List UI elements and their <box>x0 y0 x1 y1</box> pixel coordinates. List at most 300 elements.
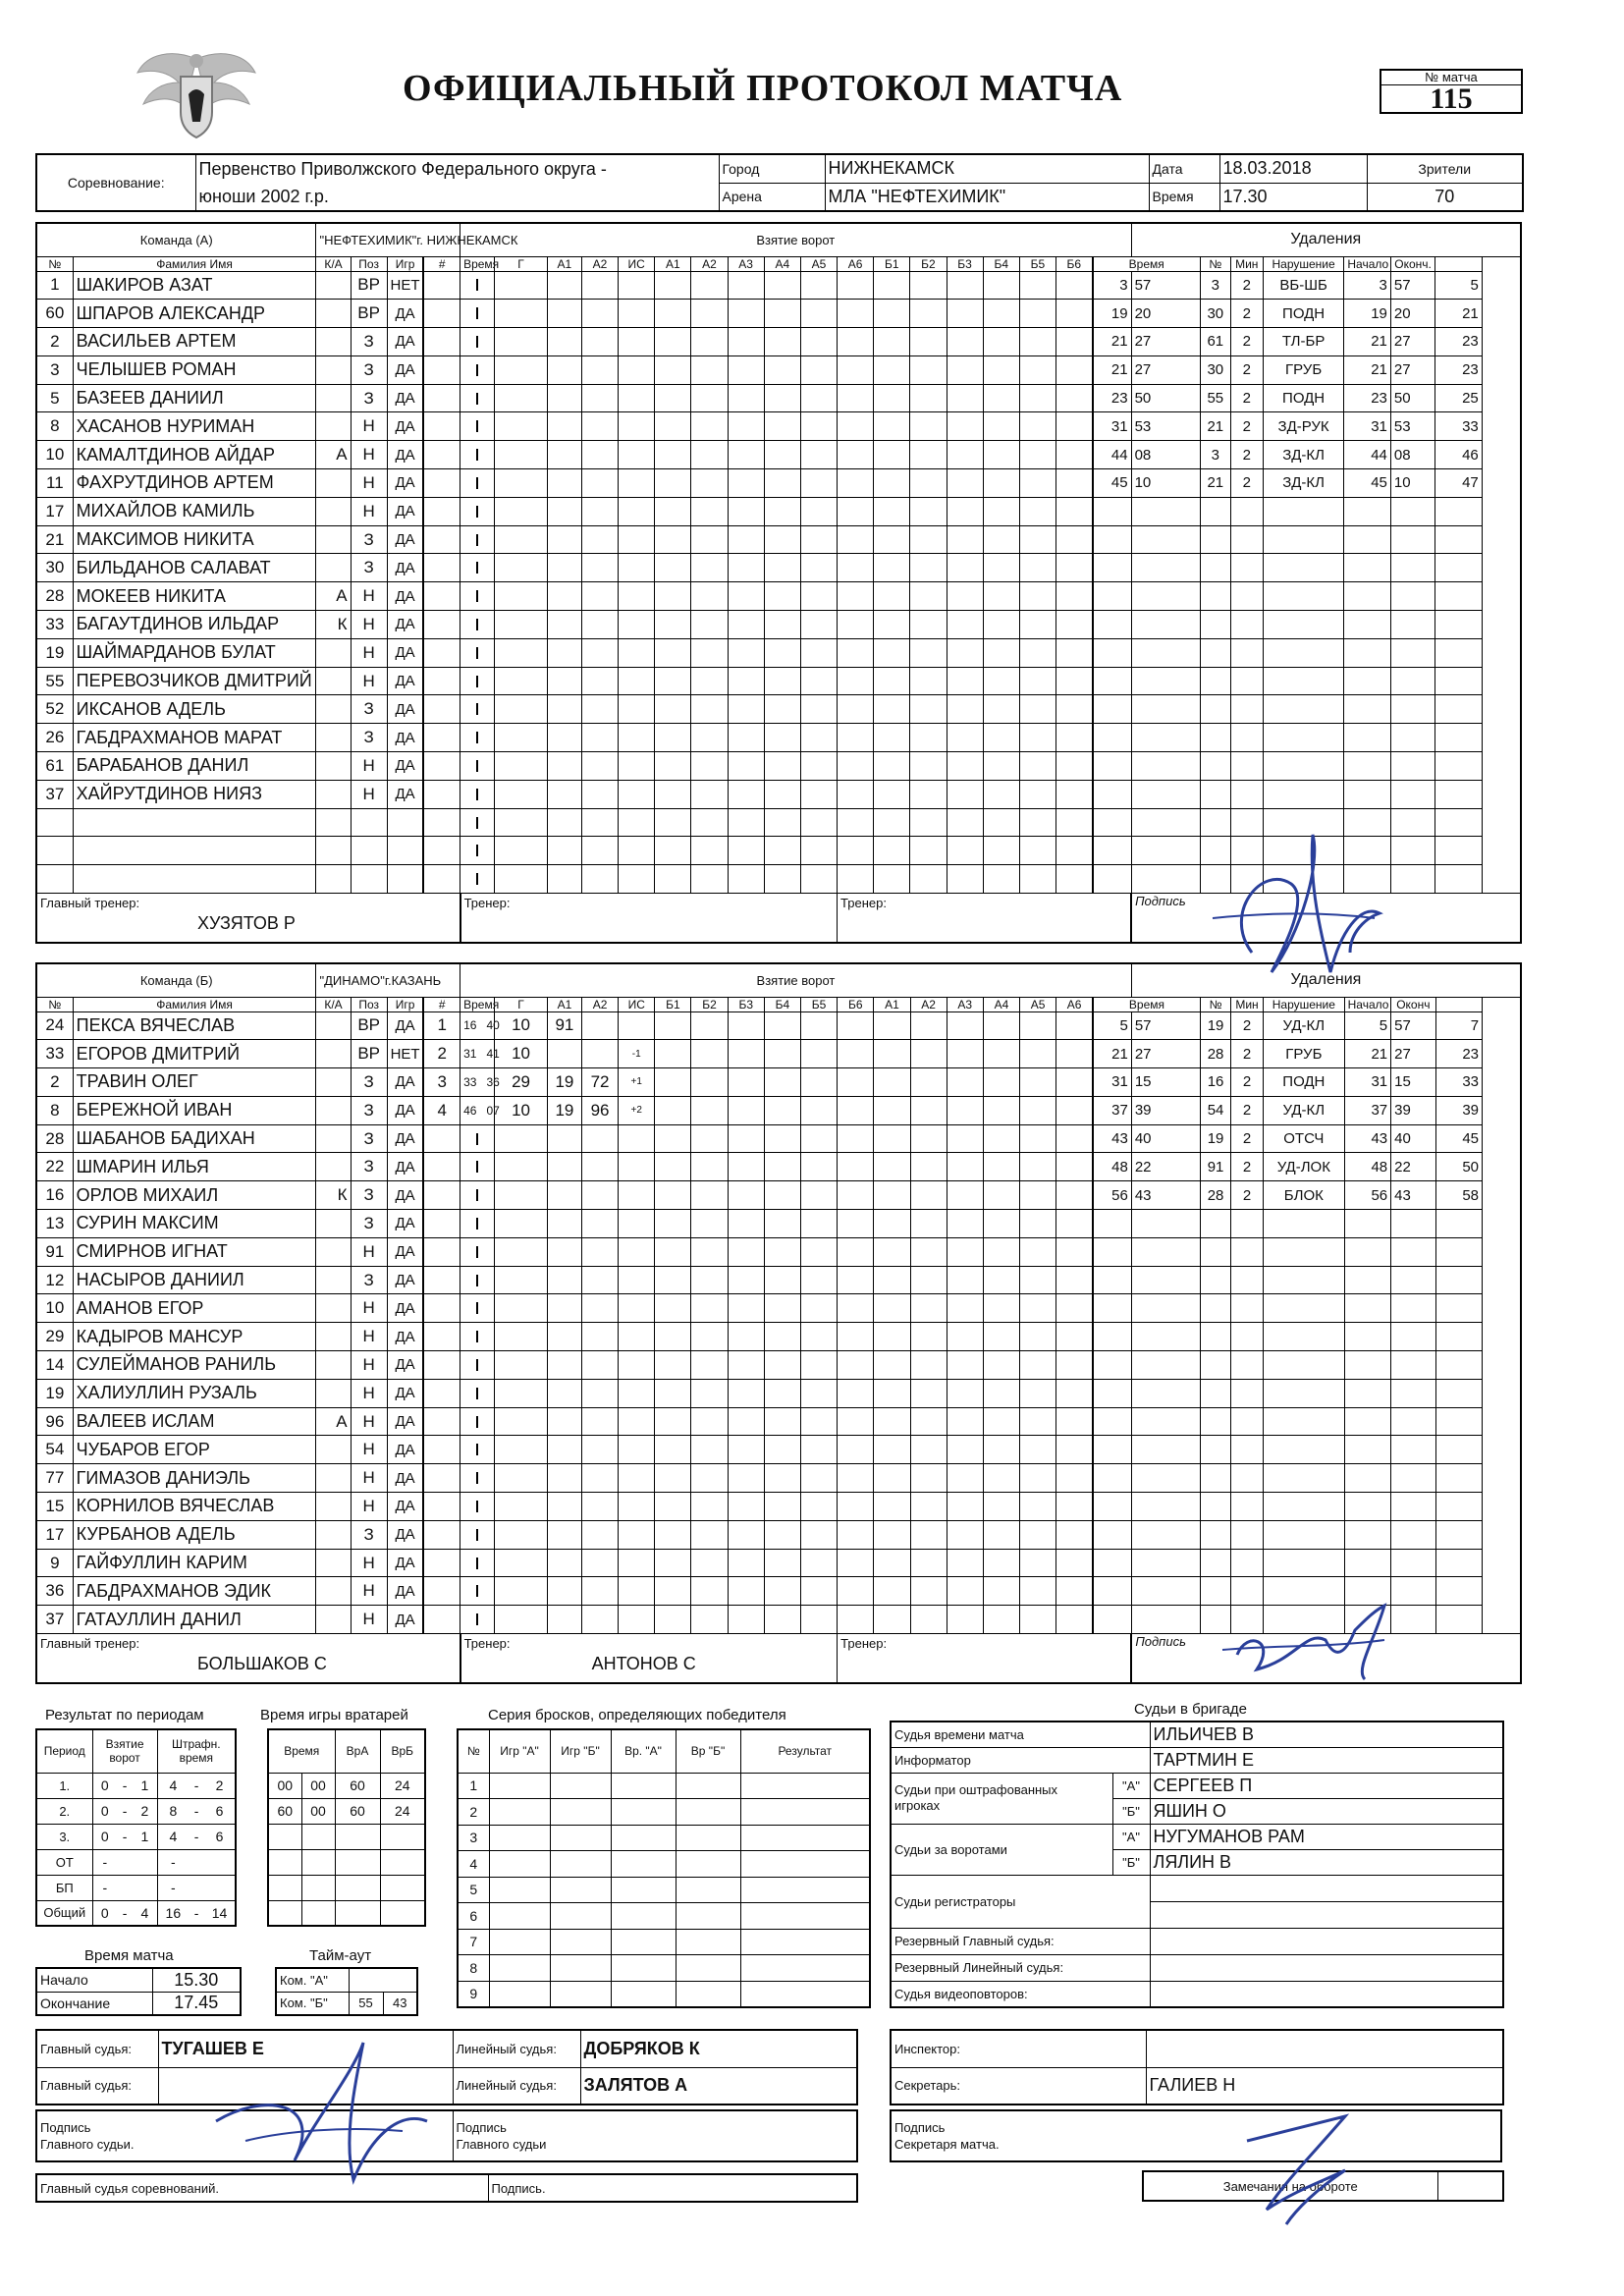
on-ice-cell <box>947 1124 983 1153</box>
player-number: 37 <box>36 780 73 808</box>
on-ice-cell <box>1056 469 1092 498</box>
shootout-cell <box>611 1799 676 1826</box>
player-captain-mark <box>316 300 351 328</box>
teamA-h-name: Фамилия Имя <box>73 256 316 271</box>
on-ice-cell <box>910 638 947 667</box>
on-ice-cell <box>910 1407 947 1436</box>
on-ice-cell <box>1056 1181 1093 1210</box>
penalty-start-sec <box>1390 497 1435 525</box>
period-pim-b: 2 <box>204 1773 236 1798</box>
goal-strength <box>619 497 655 525</box>
on-ice-cell <box>1056 667 1092 695</box>
on-ice-cell <box>1056 582 1092 611</box>
penalty-minutes <box>1231 1379 1264 1407</box>
inspector-table <box>890 2029 1504 2105</box>
on-ice-cell <box>947 554 983 582</box>
penalty-time-sec <box>1131 695 1200 724</box>
player-played: ДА <box>387 1124 423 1153</box>
player-captain-mark <box>316 724 351 752</box>
table-row <box>36 667 1521 695</box>
table-row <box>36 1798 236 1824</box>
on-ice-cell <box>838 554 874 582</box>
teamB-label: Команда (Б) <box>36 963 316 997</box>
player-position: Н <box>351 1407 387 1436</box>
registrar-1 <box>1150 1875 1503 1901</box>
teamA-h-a2: А2 <box>581 256 618 271</box>
player-name: ШАЙМАРДАНОВ БУЛАТ <box>73 638 316 667</box>
goal-assist-1 <box>547 752 581 781</box>
on-ice-cell <box>910 1237 947 1266</box>
goal-scorer <box>495 695 548 724</box>
table-row <box>36 1237 1521 1266</box>
penalty-start-sec <box>1391 1407 1435 1436</box>
teamA-h-gtime: Время <box>460 256 495 271</box>
player-played: ДА <box>387 412 423 441</box>
spectators-label: Зрители <box>1367 154 1523 183</box>
on-ice-cell <box>655 1011 691 1040</box>
goal-number: 1 <box>423 1011 460 1040</box>
on-ice-cell <box>947 1351 983 1380</box>
player-played: ДА <box>387 695 423 724</box>
penalty-infraction <box>1263 582 1344 611</box>
goalie-time-s <box>301 1875 335 1900</box>
penalty-start-sec <box>1390 554 1435 582</box>
shootout-cell <box>489 1929 550 1955</box>
on-ice-cell <box>947 1237 983 1266</box>
periods-table <box>35 1728 237 1927</box>
penalty-end <box>1435 582 1482 611</box>
penalty-start-sec <box>1391 1379 1435 1407</box>
on-ice-cell <box>764 1068 800 1097</box>
on-ice-cell <box>910 1068 947 1097</box>
goal-scorer <box>495 1351 548 1380</box>
penalty-start: 31 <box>1344 1068 1390 1097</box>
on-ice-cell <box>764 1266 800 1294</box>
table-row <box>36 1464 1521 1493</box>
shootout-cell <box>611 1981 676 2007</box>
goal-number <box>423 1351 460 1380</box>
goal-time <box>460 1210 495 1238</box>
shootout-cell <box>489 1799 550 1826</box>
on-ice-cell <box>910 554 947 582</box>
on-ice-cell <box>1056 808 1092 837</box>
player-number: 3 <box>36 355 73 384</box>
comp-referee-table <box>35 2173 858 2203</box>
player-position: Н <box>351 1577 387 1606</box>
teamA-coach-2-cell <box>838 894 1132 943</box>
player-played: ДА <box>387 300 423 328</box>
on-ice-cell <box>1056 1407 1093 1436</box>
player-position: Н <box>351 441 387 469</box>
goal-assist-2 <box>581 695 618 724</box>
goalie-time-s: 00 <box>301 1798 335 1824</box>
on-ice-cell <box>801 1294 838 1323</box>
table-row <box>458 1929 870 1955</box>
on-ice-cell <box>728 865 764 894</box>
on-ice-cell <box>655 1464 691 1493</box>
goal-scorer <box>495 1407 548 1436</box>
player-captain-mark <box>316 384 351 412</box>
goal-assist-2 <box>581 808 618 837</box>
on-ice-cell <box>983 1237 1019 1266</box>
teamA-signature-cell <box>1131 894 1521 943</box>
teamA-h-gnum: # <box>423 256 460 271</box>
player-position: ВР <box>351 1011 387 1040</box>
player-position: З <box>351 1520 387 1549</box>
player-position: ВР <box>351 300 387 328</box>
penalty-minutes <box>1231 1294 1264 1323</box>
on-ice-cell <box>947 328 983 356</box>
on-ice-cell <box>983 724 1019 752</box>
table-row <box>36 300 1521 328</box>
teamB-h-pn: № <box>1201 997 1231 1011</box>
player-captain-mark <box>316 638 351 667</box>
player-played: ДА <box>387 1096 423 1124</box>
penalty-minutes <box>1230 525 1263 554</box>
table-row <box>36 1153 1521 1181</box>
penalty-minutes <box>1231 1351 1264 1380</box>
penalty-start: 19 <box>1344 300 1390 328</box>
on-ice-cell <box>838 1011 874 1040</box>
penalty-end <box>1435 497 1482 525</box>
penalty-infraction <box>1264 1294 1345 1323</box>
penalty-time-sec <box>1131 724 1200 752</box>
on-ice-cell <box>764 554 800 582</box>
secretary-label: Секретарь: <box>891 2067 1146 2105</box>
on-ice-cell <box>655 865 691 894</box>
on-ice-cell <box>800 525 837 554</box>
player-captain-mark: А <box>316 441 351 469</box>
on-ice-cell <box>1056 1237 1093 1266</box>
shootout-cell <box>676 1773 740 1799</box>
goal-assist-2 <box>581 497 618 525</box>
on-ice-cell <box>910 1577 947 1606</box>
on-ice-cell <box>728 412 764 441</box>
goal-number <box>423 497 460 525</box>
table-row <box>458 1825 870 1851</box>
sign-label-3: Подпись <box>456 2120 507 2135</box>
on-ice-cell <box>1020 1351 1056 1380</box>
goal-assist-1 <box>547 271 581 300</box>
penalty-infraction <box>1263 611 1344 639</box>
penalty-time-min: 5 <box>1093 1011 1131 1040</box>
table-row <box>36 384 1521 412</box>
player-position: Н <box>351 497 387 525</box>
teamA-penalties-title: Удаления <box>1131 223 1521 256</box>
on-ice-cell <box>655 1266 691 1294</box>
on-ice-cell <box>764 1606 800 1634</box>
player-name: ШМАРИН ИЛЬЯ <box>73 1153 316 1181</box>
on-ice-cell <box>655 497 691 525</box>
on-ice-cell <box>691 1011 728 1040</box>
shootout-row-number: 8 <box>458 1955 489 1982</box>
on-ice-cell <box>947 469 983 498</box>
goal-number <box>423 780 460 808</box>
teamA-h-pos: Поз <box>351 256 387 271</box>
table-row <box>458 1981 870 2007</box>
on-ice-cell <box>874 1606 910 1634</box>
on-ice-cell <box>910 1266 947 1294</box>
table-row <box>36 441 1521 469</box>
goal-number <box>423 1520 460 1549</box>
goal-time <box>460 837 495 865</box>
table-row <box>268 1798 425 1824</box>
goal-assist-2 <box>581 1181 618 1210</box>
penalty-end <box>1435 1351 1482 1380</box>
on-ice-cell <box>764 1549 800 1577</box>
player-captain-mark <box>316 1323 351 1351</box>
player-name: СМИРНОВ ИГНАТ <box>73 1237 316 1266</box>
player-played: ДА <box>387 638 423 667</box>
goal-time <box>460 328 495 356</box>
player-number: 5 <box>36 384 73 412</box>
on-ice-cell <box>1019 328 1056 356</box>
match-time-table <box>35 1967 242 2016</box>
on-ice-cell <box>874 469 910 498</box>
penalty-start-sec: 27 <box>1390 328 1435 356</box>
goal-number <box>423 638 460 667</box>
on-ice-cell <box>947 1323 983 1351</box>
penalty-infraction <box>1264 1464 1345 1493</box>
on-ice-cell <box>838 1520 874 1549</box>
table-row <box>268 1824 425 1849</box>
on-ice-cell <box>947 271 983 300</box>
on-ice-cell <box>983 1351 1019 1380</box>
player-position: Н <box>351 667 387 695</box>
penalty-infraction <box>1264 1351 1345 1380</box>
player-captain-mark: К <box>316 611 351 639</box>
player-captain-mark <box>316 554 351 582</box>
penalty-start <box>1344 1266 1390 1294</box>
on-ice-cell <box>1019 865 1056 894</box>
penalty-player <box>1201 1493 1231 1521</box>
goal-strength <box>619 1011 655 1040</box>
goal-scorer <box>495 328 548 356</box>
on-ice-cell <box>764 695 800 724</box>
goalie-time-a <box>335 1900 380 1926</box>
penalty-player <box>1200 638 1230 667</box>
on-ice-cell <box>1020 1493 1056 1521</box>
shootout-title: Серия бросков, определяющих победителя <box>488 1707 786 1723</box>
on-ice-cell <box>728 1520 764 1549</box>
on-ice-cell <box>874 1210 910 1238</box>
goal-strength <box>619 582 655 611</box>
on-ice-cell <box>1056 865 1092 894</box>
on-ice-cell <box>947 355 983 384</box>
penalty-infraction <box>1263 695 1344 724</box>
on-ice-cell <box>947 808 983 837</box>
on-ice-cell <box>764 1011 800 1040</box>
penalty-time-sec <box>1131 1520 1200 1549</box>
penalty-player <box>1201 1351 1231 1380</box>
goal-number <box>423 525 460 554</box>
penalty-end <box>1435 1493 1482 1521</box>
goal-assist-2 <box>581 1520 618 1549</box>
on-ice-cell <box>1020 1464 1056 1493</box>
penalty-start-sec <box>1390 582 1435 611</box>
table-row <box>36 695 1521 724</box>
goalie-time-header: Время <box>268 1729 335 1773</box>
goal-scorer <box>495 1464 548 1493</box>
goal-time <box>460 1040 500 1068</box>
main-referee-label: Главный судья: <box>36 2030 158 2067</box>
goal-time <box>460 752 495 781</box>
penalty-end: 25 <box>1435 384 1482 412</box>
player-name: КАДЫРОВ МАНСУР <box>73 1323 316 1351</box>
player-name: ОРЛОВ МИХАИЛ <box>73 1181 316 1210</box>
on-ice-cell <box>983 1493 1019 1521</box>
goal-time <box>460 1606 495 1634</box>
teamB-h-g: Г <box>495 997 548 1011</box>
on-ice-cell <box>764 1096 800 1124</box>
period-pim-b: 6 <box>204 1798 236 1824</box>
goal-strength <box>619 638 655 667</box>
penalty-time-sec <box>1131 1549 1200 1577</box>
on-ice-cell <box>947 1520 983 1549</box>
penalty-start-sec <box>1391 1237 1435 1266</box>
player-number: 55 <box>36 667 73 695</box>
penalty-minutes: 2 <box>1230 355 1263 384</box>
goal-scorer <box>495 469 548 498</box>
goal-time <box>460 780 495 808</box>
goal-strength <box>619 1549 655 1577</box>
penalty-minutes: 2 <box>1231 1181 1264 1210</box>
on-ice-cell <box>983 695 1019 724</box>
on-ice-cell <box>801 1577 838 1606</box>
penalty-player <box>1200 695 1230 724</box>
penalty-start-sec <box>1391 1323 1435 1351</box>
on-ice-cell <box>983 1606 1019 1634</box>
penalty-minutes <box>1231 1323 1264 1351</box>
penalty-player <box>1200 780 1230 808</box>
player-position: З <box>351 328 387 356</box>
registrars-label: Судьи регистраторы <box>891 1875 1150 1928</box>
goal-time <box>460 1407 495 1436</box>
penalty-judge-b: ЯШИН О <box>1150 1798 1503 1824</box>
table-row <box>268 1773 425 1798</box>
on-ice-cell <box>983 1549 1019 1577</box>
on-ice-cell <box>655 611 691 639</box>
penalty-player: 19 <box>1201 1124 1231 1153</box>
on-ice-cell <box>801 1266 838 1294</box>
match-number-box <box>1380 69 1523 114</box>
goal-assist-2 <box>581 300 618 328</box>
goal-number <box>423 384 460 412</box>
on-ice-cell <box>800 497 837 525</box>
on-ice-cell <box>1020 1096 1056 1124</box>
comp-main-ref-label: Главный судья соревнований. <box>36 2174 488 2202</box>
player-position: Н <box>351 1323 387 1351</box>
penalty-time-min <box>1093 808 1131 837</box>
penalty-start <box>1344 1294 1390 1323</box>
on-ice-cell <box>874 1323 910 1351</box>
penalty-infraction: ЗД-КЛ <box>1263 469 1344 498</box>
penalty-player: 30 <box>1200 300 1230 328</box>
on-ice-cell <box>801 1040 838 1068</box>
penalty-time-min <box>1093 1577 1131 1606</box>
on-ice-cell <box>838 1436 874 1464</box>
on-ice-cell <box>801 1124 838 1153</box>
on-ice-cell <box>801 1237 838 1266</box>
on-ice-cell <box>910 1606 947 1634</box>
penalty-time-min <box>1093 1351 1131 1380</box>
player-name: ЕГОРОВ ДМИТРИЙ <box>73 1040 316 1068</box>
on-ice-cell <box>764 1464 800 1493</box>
penalty-start: 5 <box>1344 1011 1390 1040</box>
on-ice-cell <box>728 1266 764 1294</box>
on-ice-cell <box>910 582 947 611</box>
period-pim-b: 14 <box>204 1900 236 1926</box>
on-ice-cell <box>983 412 1019 441</box>
penalty-minutes <box>1231 1577 1264 1606</box>
goal-time <box>460 1011 500 1040</box>
player-position: Н <box>351 1351 387 1380</box>
on-ice-cell <box>838 667 874 695</box>
penalty-end: 33 <box>1435 1068 1482 1097</box>
goal-assist-2 <box>581 865 618 894</box>
on-ice-cell <box>800 837 837 865</box>
penalty-end <box>1435 808 1482 837</box>
on-ice-cell <box>1019 384 1056 412</box>
on-ice-cell <box>874 1436 910 1464</box>
on-ice-cell <box>655 441 691 469</box>
penalty-infraction: ВБ-ШБ <box>1263 271 1344 300</box>
goal-assist-2 <box>581 667 618 695</box>
penalty-time-min <box>1093 752 1131 781</box>
goalie-time-b: 24 <box>380 1773 425 1798</box>
on-ice-cell <box>691 1096 728 1124</box>
player-played: ДА <box>387 525 423 554</box>
goal-assist-2 <box>581 638 618 667</box>
table-row <box>36 724 1521 752</box>
on-ice-cell <box>691 1210 728 1238</box>
player-played: НЕТ <box>387 271 423 300</box>
on-ice-cell <box>983 441 1019 469</box>
penalty-time-min <box>1093 1294 1131 1323</box>
penalty-start-sec: 57 <box>1390 271 1435 300</box>
penalty-judges-label-2: игроках <box>894 1798 941 1813</box>
player-captain-mark <box>316 695 351 724</box>
teamB-h-name: Фамилия Имя <box>73 997 316 1011</box>
teamA-h-onice-2: А3 <box>728 256 764 271</box>
on-ice-cell <box>910 1181 947 1210</box>
on-ice-cell <box>1056 300 1092 328</box>
goal-assist-1 <box>547 1464 581 1493</box>
goal-assist-1 <box>547 780 581 808</box>
period-pim-a: - <box>157 1849 189 1875</box>
player-name: БИЛЬДАНОВ САЛАВАТ <box>73 554 316 582</box>
head-coach-name: БОЛЬШАКОВ С <box>197 1654 327 1674</box>
player-position: Н <box>351 1493 387 1521</box>
player-captain-mark <box>316 1124 351 1153</box>
goal-number <box>423 300 460 328</box>
goal-assist-1 <box>547 355 581 384</box>
on-ice-cell <box>1020 1181 1056 1210</box>
goal-number <box>423 1210 460 1238</box>
penalty-time-sec <box>1131 1379 1200 1407</box>
on-ice-cell <box>728 1549 764 1577</box>
shootout-row-number: 1 <box>458 1773 489 1799</box>
coach-label: Тренер: <box>463 896 511 911</box>
goal-assist-1 <box>547 638 581 667</box>
secretary-sign-cell <box>891 2110 1501 2161</box>
on-ice-cell <box>655 1407 691 1436</box>
penalty-start-sec: 22 <box>1391 1153 1435 1181</box>
main-ref-sign-cell <box>36 2110 453 2161</box>
goalie-time-b <box>380 1849 425 1875</box>
table-row <box>36 1436 1521 1464</box>
penalty-minutes <box>1230 582 1263 611</box>
